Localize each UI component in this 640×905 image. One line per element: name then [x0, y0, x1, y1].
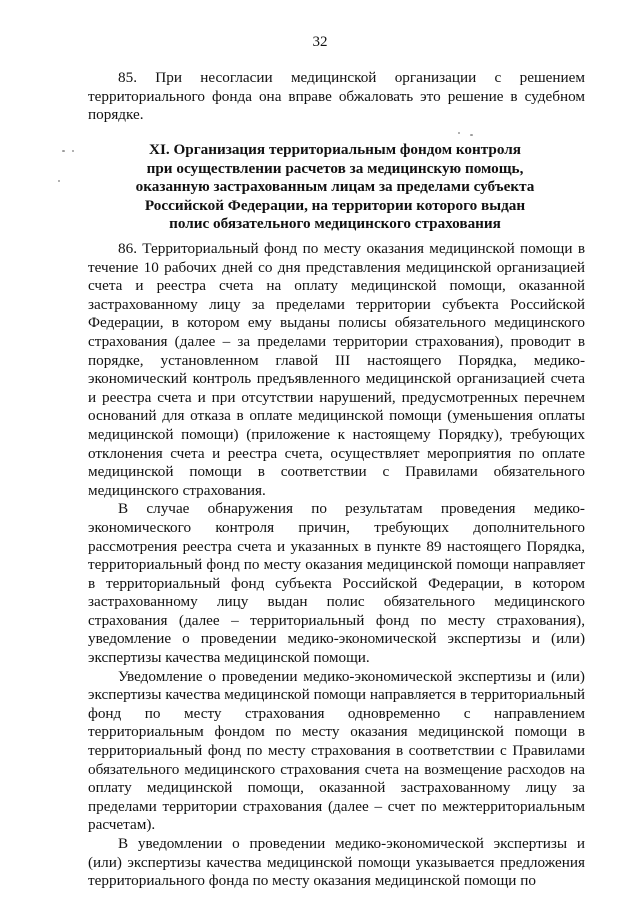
scan-speck — [458, 132, 460, 134]
scan-speck — [72, 150, 74, 152]
section-heading — [100, 141, 570, 234]
paragraph-85: 85. При несогласии медицинской организации с решением территориального фонда она вправе обжаловать это решение в судебном порядке. — [88, 69, 585, 124]
heading-line: Российской Федерации, на территории которого выдан — [144, 196, 526, 214]
paragraph: В случае обнаружения по результатам проведения медико-экономического контроля причин, требующих дополнительного рассмотрения реестра счета и указанных в пункте 89 настоящего Порядка, территориальный фонд по месту оказания медицинской помощи направляет в территориальный фонд субъекта Российской Федерации, в котором застрахованному лицу выдан полис обязательного медицинского страхования (далее – территориальный фонд по месту страхования), уведомление о проведении медико-экономической экспертизы и (или) экспертизы качества медицинской помощи. — [88, 500, 585, 667]
scan-speck — [58, 180, 60, 182]
heading-line: оказанную застрахованным лицам за пределами субъекта — [135, 178, 535, 196]
scan-speck — [62, 150, 65, 152]
paragraph: Уведомление о проведении медико-экономической экспертизы и (или) экспертизы качества медицинской помощи направляется в территориальный фонд по месту страхования одновременно с направлением территориальным фондом по месту оказания медицинской помощи в территориальный фонд по месту страхования в соответствии с Правилами обязательного медицинского страхования счета на возмещение расходов на оплату медицинской помощи, оказанной застрахованному лицу за пределами территории страхования (далее – счет по межтерриториальным расчетам). — [88, 667, 585, 834]
paragraph-86: 86. Территориальный фонд по месту оказания медицинской помощи в течение 10 рабочих дней со дня представления медицинской организацией счета и реестра счета на оплату медицинской помощи, оказанной застрахованному лицу за пределами территории субъекта Российской Федерации, в котором ему выданы полисы обязательного медицинского страхования (далее – за пределами территории страхования), проводит в порядке, установленном главой III настоящего Порядка, медико-экономический контроль предъявленного медицинской организацией счета и реестра счета и при отсутствии нарушений, предусмотренных перечнем оснований для отказа в оплате медицинской помощи (уменьшения оплаты медицинской помощи) (приложение к настоящему Порядку), требующих отклонения счета и реестра счета, осуществляет мероприятия по оплате медицинской помощи в соответствии с Правилами обязательного медицинского страхования. — [88, 240, 585, 499]
heading-line: при осуществлении расчетов за медицинскую помощь, — [146, 159, 524, 177]
scan-speck — [470, 134, 473, 136]
main-body — [88, 240, 585, 891]
intro-block — [88, 69, 585, 125]
heading-line: XI. Организация территориальным фондом контроля — [149, 141, 521, 158]
page-number: 32 — [312, 34, 328, 50]
heading-line: полис обязательного медицинского страхования — [169, 215, 501, 233]
paragraph: В уведомлении о проведении медико-экономической экспертизы и (или) экспертизы качества медицинской помощи указывается предложения территориального фонда по месту оказания медицинской помощи по — [88, 835, 585, 890]
